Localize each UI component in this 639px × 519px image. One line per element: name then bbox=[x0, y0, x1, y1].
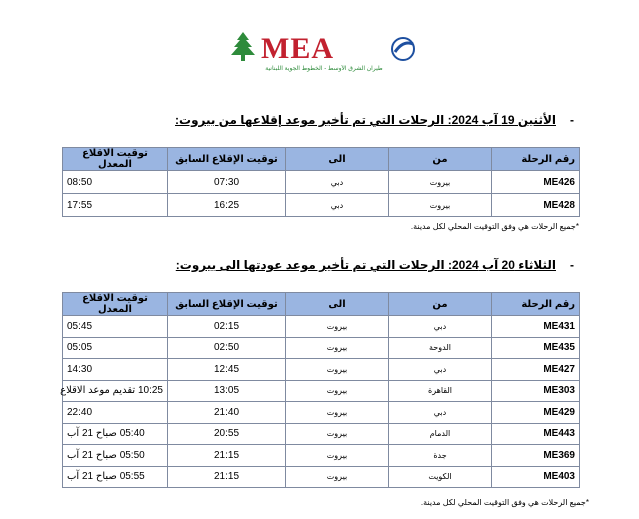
section1-heading bbox=[175, 113, 574, 127]
destination: بيروت bbox=[286, 337, 389, 359]
cedar-icon bbox=[227, 30, 259, 70]
delayed-departures-table bbox=[62, 147, 580, 217]
previous-time: 16:25 bbox=[168, 194, 286, 217]
origin: جدة bbox=[389, 445, 492, 467]
adjusted-time: 05:55 صباح 21 آب bbox=[63, 466, 168, 488]
header-from: من bbox=[389, 148, 492, 171]
destination: بيروت bbox=[286, 359, 389, 381]
origin: الدوحة bbox=[389, 337, 492, 359]
header-prev-time: توقيت الإقلاع السابق bbox=[168, 148, 286, 171]
delayed-returns-table bbox=[62, 292, 580, 488]
header-to: الى bbox=[286, 148, 389, 171]
destination: بيروت bbox=[286, 445, 389, 467]
bullet: - bbox=[570, 113, 574, 127]
section2-note: *جميع الرحلات هي وفق التوقيت المحلي لكل مدينة. bbox=[420, 498, 589, 507]
section1-title: الأثنين 19 آب 2024: الرحلات التي تم تأخير موعد إقلاعها من بيروت: bbox=[175, 113, 556, 127]
flight-number: ME403 bbox=[492, 466, 580, 488]
table-row bbox=[63, 380, 580, 402]
adjusted-time: 05:05 bbox=[63, 337, 168, 359]
flight-number: ME426 bbox=[492, 171, 580, 194]
previous-time: 21:15 bbox=[168, 445, 286, 467]
header-prev-time: توقيت الإقلاع السابق bbox=[168, 293, 286, 316]
table-row bbox=[63, 402, 580, 424]
bullet: - bbox=[570, 258, 574, 272]
table-row bbox=[63, 194, 580, 217]
table-header-row bbox=[63, 293, 580, 316]
destination: بيروت bbox=[286, 316, 389, 338]
header-adj-time: توقيت الاقلاع المعدل bbox=[63, 293, 168, 316]
adjusted-time: 05:45 bbox=[63, 316, 168, 338]
previous-time: 21:15 bbox=[168, 466, 286, 488]
table-header-row bbox=[63, 148, 580, 171]
table-row bbox=[63, 466, 580, 488]
destination: بيروت bbox=[286, 423, 389, 445]
table-row bbox=[63, 359, 580, 381]
flight-number: ME443 bbox=[492, 423, 580, 445]
table-row bbox=[63, 171, 580, 194]
adjusted-time: 05:50 صباح 21 آب bbox=[63, 445, 168, 467]
previous-time: 13:05 bbox=[168, 380, 286, 402]
section2-heading bbox=[176, 258, 574, 272]
origin: دبي bbox=[389, 359, 492, 381]
previous-time: 21:40 bbox=[168, 402, 286, 424]
flight-number: ME431 bbox=[492, 316, 580, 338]
origin: بيروت bbox=[389, 194, 492, 217]
destination: دبي bbox=[286, 171, 389, 194]
header-flight: رقم الرحلة bbox=[492, 148, 580, 171]
header-adj-time: توقيت الاقلاع المعدل bbox=[63, 148, 168, 171]
brand-name: MEA bbox=[261, 32, 334, 65]
previous-time: 12:45 bbox=[168, 359, 286, 381]
flight-number: ME435 bbox=[492, 337, 580, 359]
table-row bbox=[63, 337, 580, 359]
adjusted-time: 08:50 bbox=[63, 171, 168, 194]
adjusted-time: 17:55 bbox=[63, 194, 168, 217]
origin: دبي bbox=[389, 402, 492, 424]
header-to: الى bbox=[286, 293, 389, 316]
flight-number: ME428 bbox=[492, 194, 580, 217]
destination: بيروت bbox=[286, 380, 389, 402]
previous-time: 02:15 bbox=[168, 316, 286, 338]
flight-number: ME303 bbox=[492, 380, 580, 402]
previous-time: 07:30 bbox=[168, 171, 286, 194]
table-row bbox=[63, 445, 580, 467]
brand-tagline: طيران الشرق الأوسط - الخطوط الجوية اللبنانية bbox=[265, 66, 383, 72]
destination: دبي bbox=[286, 194, 389, 217]
origin: الكويت bbox=[389, 466, 492, 488]
table-row bbox=[63, 423, 580, 445]
previous-time: 02:50 bbox=[168, 337, 286, 359]
flight-number: ME369 bbox=[492, 445, 580, 467]
destination: بيروت bbox=[286, 402, 389, 424]
section2-title: الثلاثاء 20 آب 2024: الرحلات التي تم تأخير موعد عودتها الى بيروت: bbox=[175, 258, 556, 272]
previous-time: 20:55 bbox=[168, 423, 286, 445]
header-flight: رقم الرحلة bbox=[492, 293, 580, 316]
adjusted-time: 14:30 bbox=[63, 359, 168, 381]
origin: بيروت bbox=[389, 171, 492, 194]
flight-number: ME429 bbox=[492, 402, 580, 424]
skyteam-icon bbox=[389, 32, 417, 66]
origin: القاهرة bbox=[389, 380, 492, 402]
adjusted-time: 05:40 صباح 21 آب bbox=[63, 423, 168, 445]
flight-number: ME427 bbox=[492, 359, 580, 381]
destination: بيروت bbox=[286, 466, 389, 488]
header-from: من bbox=[389, 293, 492, 316]
origin: دبي bbox=[389, 316, 492, 338]
section1-note: *جميع الرحلات هي وفق التوقيت المحلي لكل مدينة. bbox=[410, 222, 579, 231]
table-row bbox=[63, 316, 580, 338]
adjusted-time: 22:40 bbox=[63, 402, 168, 424]
mea-logo bbox=[227, 30, 417, 70]
adjusted-time: 10:25 تقديم موعد الاقلاع bbox=[63, 380, 168, 402]
origin: الدمام bbox=[389, 423, 492, 445]
